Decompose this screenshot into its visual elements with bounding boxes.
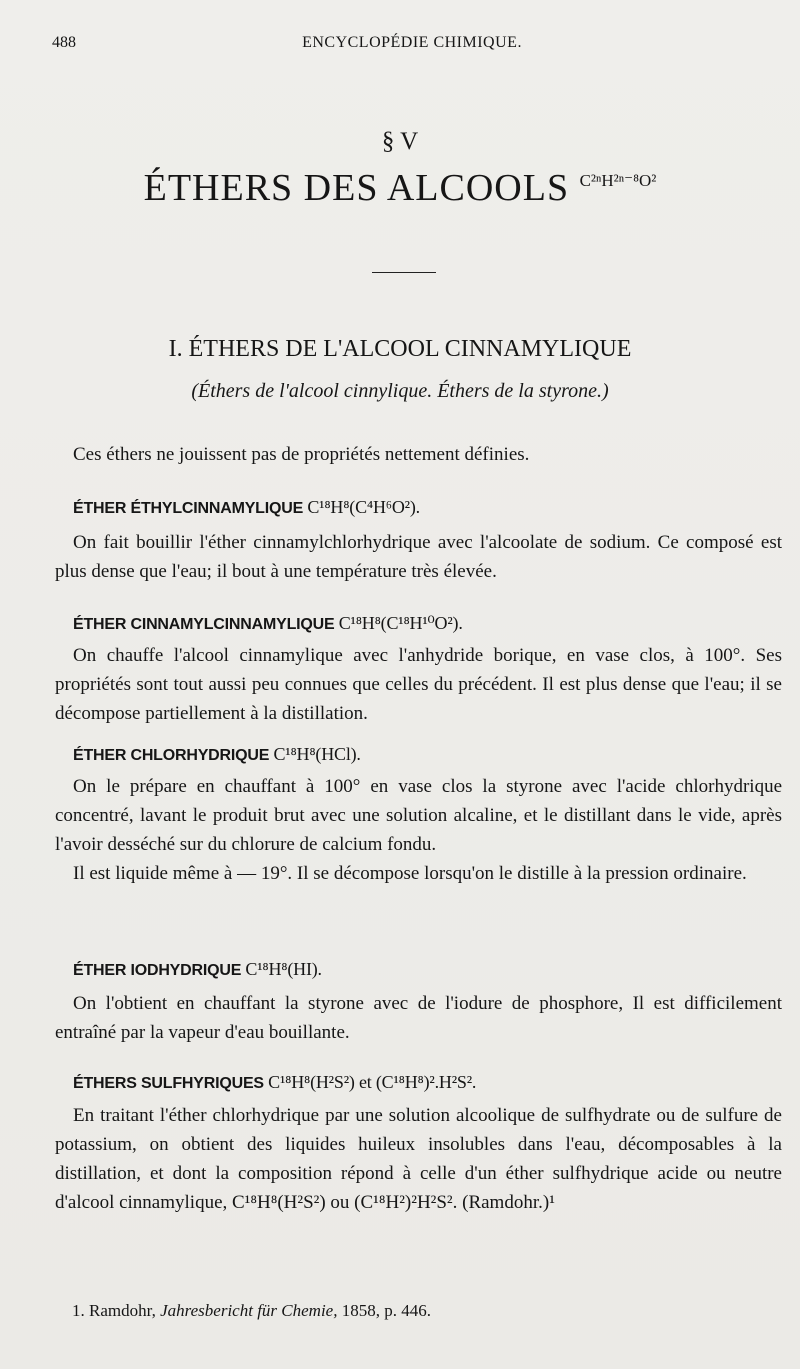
entry-formula: C¹⁸H⁸(HI). bbox=[245, 959, 322, 979]
entry-formula: C¹⁸H⁸(H²S²) et (C¹⁸H⁸)².H²S². bbox=[268, 1072, 477, 1092]
entry-heading-text: ÉTHERS SULFHYRIQUES bbox=[73, 1075, 264, 1092]
entry-formula: C¹⁸H⁸(C⁴H⁶O²). bbox=[307, 497, 420, 517]
title-rule bbox=[372, 272, 436, 273]
entry-formula: C¹⁸H⁸(HCl). bbox=[273, 744, 361, 764]
section-title bbox=[0, 166, 800, 210]
entry-body bbox=[55, 528, 782, 586]
footnote-journal: Jahresbericht für Chemie, bbox=[160, 1301, 338, 1320]
entry-heading bbox=[73, 744, 773, 765]
paragraph: Ces éthers ne jouissent pas de propriétés nettement définies. bbox=[73, 444, 530, 465]
running-header bbox=[52, 34, 772, 58]
section-title-formula: C²ⁿH²ⁿ⁻⁸O² bbox=[579, 171, 657, 190]
section-mark: § V bbox=[381, 128, 419, 155]
entry-body bbox=[55, 641, 782, 728]
paragraph: On chauffe l'alcool cinnamylique avec l'anhydride borique, en vase clos, à 100°. Ses propriétés sont tout aussi peu connues que celles du précédent. Il est plus dense que l'eau; il se décompose partiellement à la distillation. bbox=[55, 645, 782, 724]
intro-paragraph bbox=[55, 440, 782, 469]
subsection-subtitle: (Éthers de l'alcool cinnylique. Éthers de la styrone.) bbox=[191, 380, 609, 402]
paragraph: On fait bouillir l'éther cinnamylchlorhydrique avec l'alcoolate de sodium. Ce composé est plus dense que l'eau; il bout à une température très élevée. bbox=[55, 532, 782, 582]
entry-heading-text: ÉTHER CHLORHYDRIQUE bbox=[73, 747, 270, 764]
paragraph: Il est liquide même à — 19°. Il se décompose lorsqu'on le distille à la pression ordinaire. bbox=[73, 863, 747, 884]
entry-heading bbox=[73, 959, 773, 980]
subsection-title: I. ÉTHERS DE L'ALCOOL CINNAMYLIQUE bbox=[168, 336, 632, 362]
section-title-text: ÉTHERS DES ALCOOLS bbox=[143, 167, 570, 209]
entry-body bbox=[55, 1101, 782, 1217]
entry-formula: C¹⁸H⁸(C¹⁸H¹⁰O²). bbox=[338, 613, 463, 633]
running-title: ENCYCLOPÉDIE CHIMIQUE. bbox=[302, 34, 522, 51]
entry-heading bbox=[73, 1072, 773, 1093]
page-number: 488 bbox=[52, 34, 76, 51]
paragraph: On l'obtient en chauffant la styrone avec de l'iodure de phosphore, Il est difficilement entraîné par la vapeur d'eau bouillante. bbox=[55, 993, 782, 1043]
footnote-author: Ramdohr, bbox=[89, 1301, 156, 1320]
paragraph: On le prépare en chauffant à 100° en vase clos la styrone avec l'acide chlorhydrique concentré, lavant le produit brut avec une solution alcaline, et le distillant dans le vide, après l'avoir desséché sur du chlorure de calcium fondu. bbox=[55, 776, 782, 855]
entry-body bbox=[55, 772, 782, 888]
entry-body bbox=[55, 989, 782, 1047]
entry-heading-text: ÉTHER IODHYDRIQUE bbox=[73, 962, 242, 979]
entry-heading-text: ÉTHER ÉTHYLCINNAMYLIQUE bbox=[73, 500, 304, 517]
entry-heading-text: ÉTHER CINNAMYLCINNAMYLIQUE bbox=[73, 616, 335, 633]
footnote-rest: 1858, p. 446. bbox=[341, 1301, 431, 1320]
entry-heading bbox=[73, 613, 773, 634]
entry-heading bbox=[73, 497, 773, 518]
footnote bbox=[72, 1301, 772, 1321]
footnote-number: 1. bbox=[72, 1301, 85, 1320]
paragraph: En traitant l'éther chlorhydrique par une solution alcoolique de sulfhydrate ou de sulfure de potassium, on obtient des liquides huileux insolubles dans l'eau, décomposables à la distillation, et dont la composition répond à celle d'un éther sulfhydrique acide ou neutre d'alcool cinnamylique, C¹⁸H⁸(H²S²) ou (C¹⁸H²)²H²S². (Ramdohr.)¹ bbox=[55, 1105, 782, 1213]
